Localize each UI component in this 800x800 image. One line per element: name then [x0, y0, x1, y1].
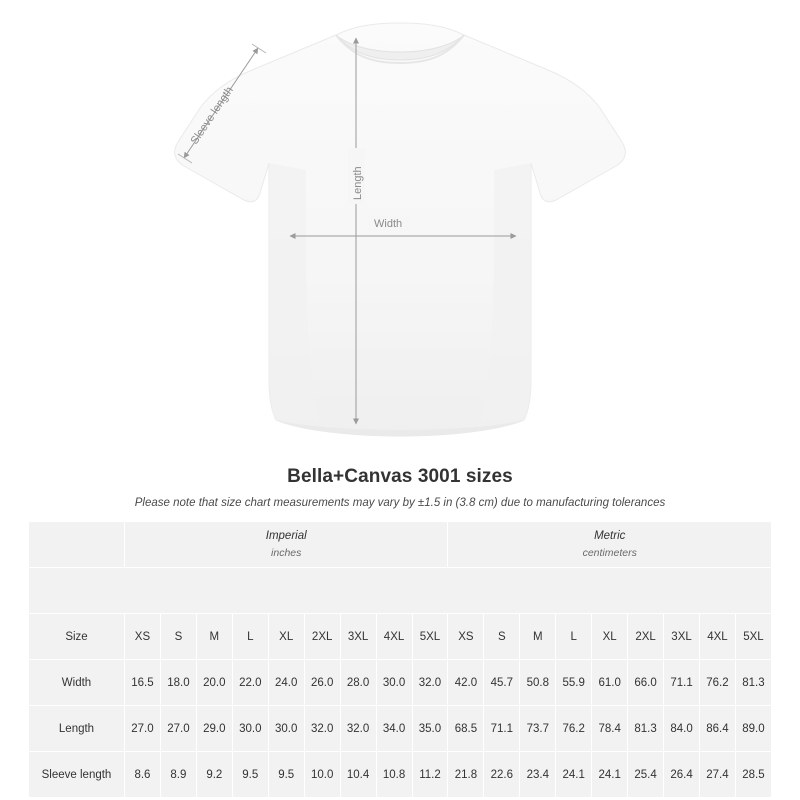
cell-width-imperial-2xl: 26.0 [304, 660, 340, 706]
cell-length-imperial-xs: 27.0 [125, 706, 161, 752]
header-imperial-xl: XL [268, 614, 304, 660]
cell-sleeve-imperial-2xl: 10.0 [304, 752, 340, 798]
sleeve-length-label: Sleeve length [188, 84, 236, 147]
unit-group-imperial-sub: inches [271, 546, 302, 559]
cell-sleeve-metric-m: 23.4 [520, 752, 556, 798]
unit-group-imperial [125, 522, 448, 568]
cell-length-metric-5xl: 89.0 [735, 706, 771, 752]
cell-sleeve-metric-5xl: 28.5 [735, 752, 771, 798]
header-metric-xs: XS [448, 614, 484, 660]
cell-length-imperial-2xl: 32.0 [304, 706, 340, 752]
cell-length-imperial-xl: 30.0 [268, 706, 304, 752]
cell-sleeve-imperial-4xl: 10.8 [376, 752, 412, 798]
unit-group-corner [29, 522, 125, 568]
cell-length-imperial-l: 30.0 [232, 706, 268, 752]
cell-sleeve-imperial-l: 9.5 [232, 752, 268, 798]
header-metric-xl: XL [592, 614, 628, 660]
cell-length-imperial-5xl: 35.0 [412, 706, 448, 752]
unit-group-metric [448, 522, 772, 568]
cell-length-metric-4xl: 86.4 [700, 706, 736, 752]
row-label-length: Length [29, 706, 125, 752]
cell-sleeve-imperial-5xl: 11.2 [412, 752, 448, 798]
cell-length-imperial-4xl: 34.0 [376, 706, 412, 752]
cell-sleeve-metric-l: 24.1 [556, 752, 592, 798]
cell-width-metric-m: 50.8 [520, 660, 556, 706]
header-imperial-s: S [160, 614, 196, 660]
cell-width-imperial-l: 22.0 [232, 660, 268, 706]
unit-group-metric-sub: centimeters [582, 546, 637, 559]
title-block [0, 466, 800, 509]
cell-length-metric-s: 71.1 [484, 706, 520, 752]
header-metric-l: L [556, 614, 592, 660]
size-header-row [29, 614, 772, 660]
cell-length-imperial-3xl: 32.0 [340, 706, 376, 752]
header-imperial-l: L [232, 614, 268, 660]
table-row [29, 660, 772, 706]
cell-sleeve-imperial-s: 8.9 [160, 752, 196, 798]
cell-sleeve-imperial-xs: 8.6 [125, 752, 161, 798]
row-label-sleeve-length: Sleeve length [29, 752, 125, 798]
header-imperial-2xl: 2XL [304, 614, 340, 660]
cell-sleeve-imperial-xl: 9.5 [268, 752, 304, 798]
length-label: Length [352, 166, 364, 200]
cell-length-metric-l: 76.2 [556, 706, 592, 752]
cell-sleeve-imperial-m: 9.2 [196, 752, 232, 798]
cell-sleeve-metric-3xl: 26.4 [664, 752, 700, 798]
cell-width-imperial-4xl: 30.0 [376, 660, 412, 706]
header-metric-3xl: 3XL [664, 614, 700, 660]
cell-width-metric-3xl: 71.1 [664, 660, 700, 706]
cell-length-metric-2xl: 81.3 [628, 706, 664, 752]
cell-sleeve-metric-2xl: 25.4 [628, 752, 664, 798]
cell-sleeve-metric-xl: 24.1 [592, 752, 628, 798]
cell-sleeve-imperial-3xl: 10.4 [340, 752, 376, 798]
header-metric-4xl: 4XL [700, 614, 736, 660]
size-table [28, 521, 772, 798]
header-metric-5xl: 5XL [735, 614, 771, 660]
header-metric-s: S [484, 614, 520, 660]
header-imperial-5xl: 5XL [412, 614, 448, 660]
cell-width-imperial-m: 20.0 [196, 660, 232, 706]
cell-width-metric-5xl: 81.3 [735, 660, 771, 706]
cell-width-imperial-3xl: 28.0 [340, 660, 376, 706]
cell-sleeve-metric-4xl: 27.4 [700, 752, 736, 798]
cell-width-imperial-xs: 16.5 [125, 660, 161, 706]
header-imperial-4xl: 4XL [376, 614, 412, 660]
header-size: Size [29, 614, 125, 660]
cell-width-metric-xl: 61.0 [592, 660, 628, 706]
cell-sleeve-metric-s: 22.6 [484, 752, 520, 798]
cell-length-imperial-m: 29.0 [196, 706, 232, 752]
tolerance-note: Please note that size chart measurements may vary by ±1.5 in (3.8 cm) due to manufacturing tolerances [134, 497, 666, 509]
header-imperial-3xl: 3XL [340, 614, 376, 660]
cell-length-metric-m: 73.7 [520, 706, 556, 752]
cell-width-metric-4xl: 76.2 [700, 660, 736, 706]
cell-width-imperial-5xl: 32.0 [412, 660, 448, 706]
table-row [29, 706, 772, 752]
cell-length-metric-3xl: 84.0 [664, 706, 700, 752]
unit-group-imperial-name: Imperial [265, 530, 307, 543]
header-metric-2xl: 2XL [628, 614, 664, 660]
size-table-wrapper [0, 521, 800, 798]
header-imperial-m: M [196, 614, 232, 660]
cell-width-metric-l: 55.9 [556, 660, 592, 706]
table-spacer-row [29, 568, 772, 614]
cell-length-metric-xs: 68.5 [448, 706, 484, 752]
table-row [29, 752, 772, 798]
cell-width-metric-s: 45.7 [484, 660, 520, 706]
table-spacer-cell [29, 568, 772, 614]
cell-sleeve-metric-xs: 21.8 [448, 752, 484, 798]
row-label-width: Width [29, 660, 125, 706]
width-label: Width [374, 218, 403, 230]
cell-width-metric-2xl: 66.0 [628, 660, 664, 706]
cell-width-imperial-xl: 24.0 [268, 660, 304, 706]
cell-length-imperial-s: 27.0 [160, 706, 196, 752]
cell-width-imperial-s: 18.0 [160, 660, 196, 706]
page-title: Bella+Canvas 3001 sizes [287, 466, 513, 487]
header-metric-m: M [520, 614, 556, 660]
unit-group-row [29, 522, 772, 568]
header-imperial-xs: XS [125, 614, 161, 660]
cell-width-metric-xs: 42.0 [448, 660, 484, 706]
cell-length-metric-xl: 78.4 [592, 706, 628, 752]
unit-group-metric-name: Metric [594, 530, 626, 543]
